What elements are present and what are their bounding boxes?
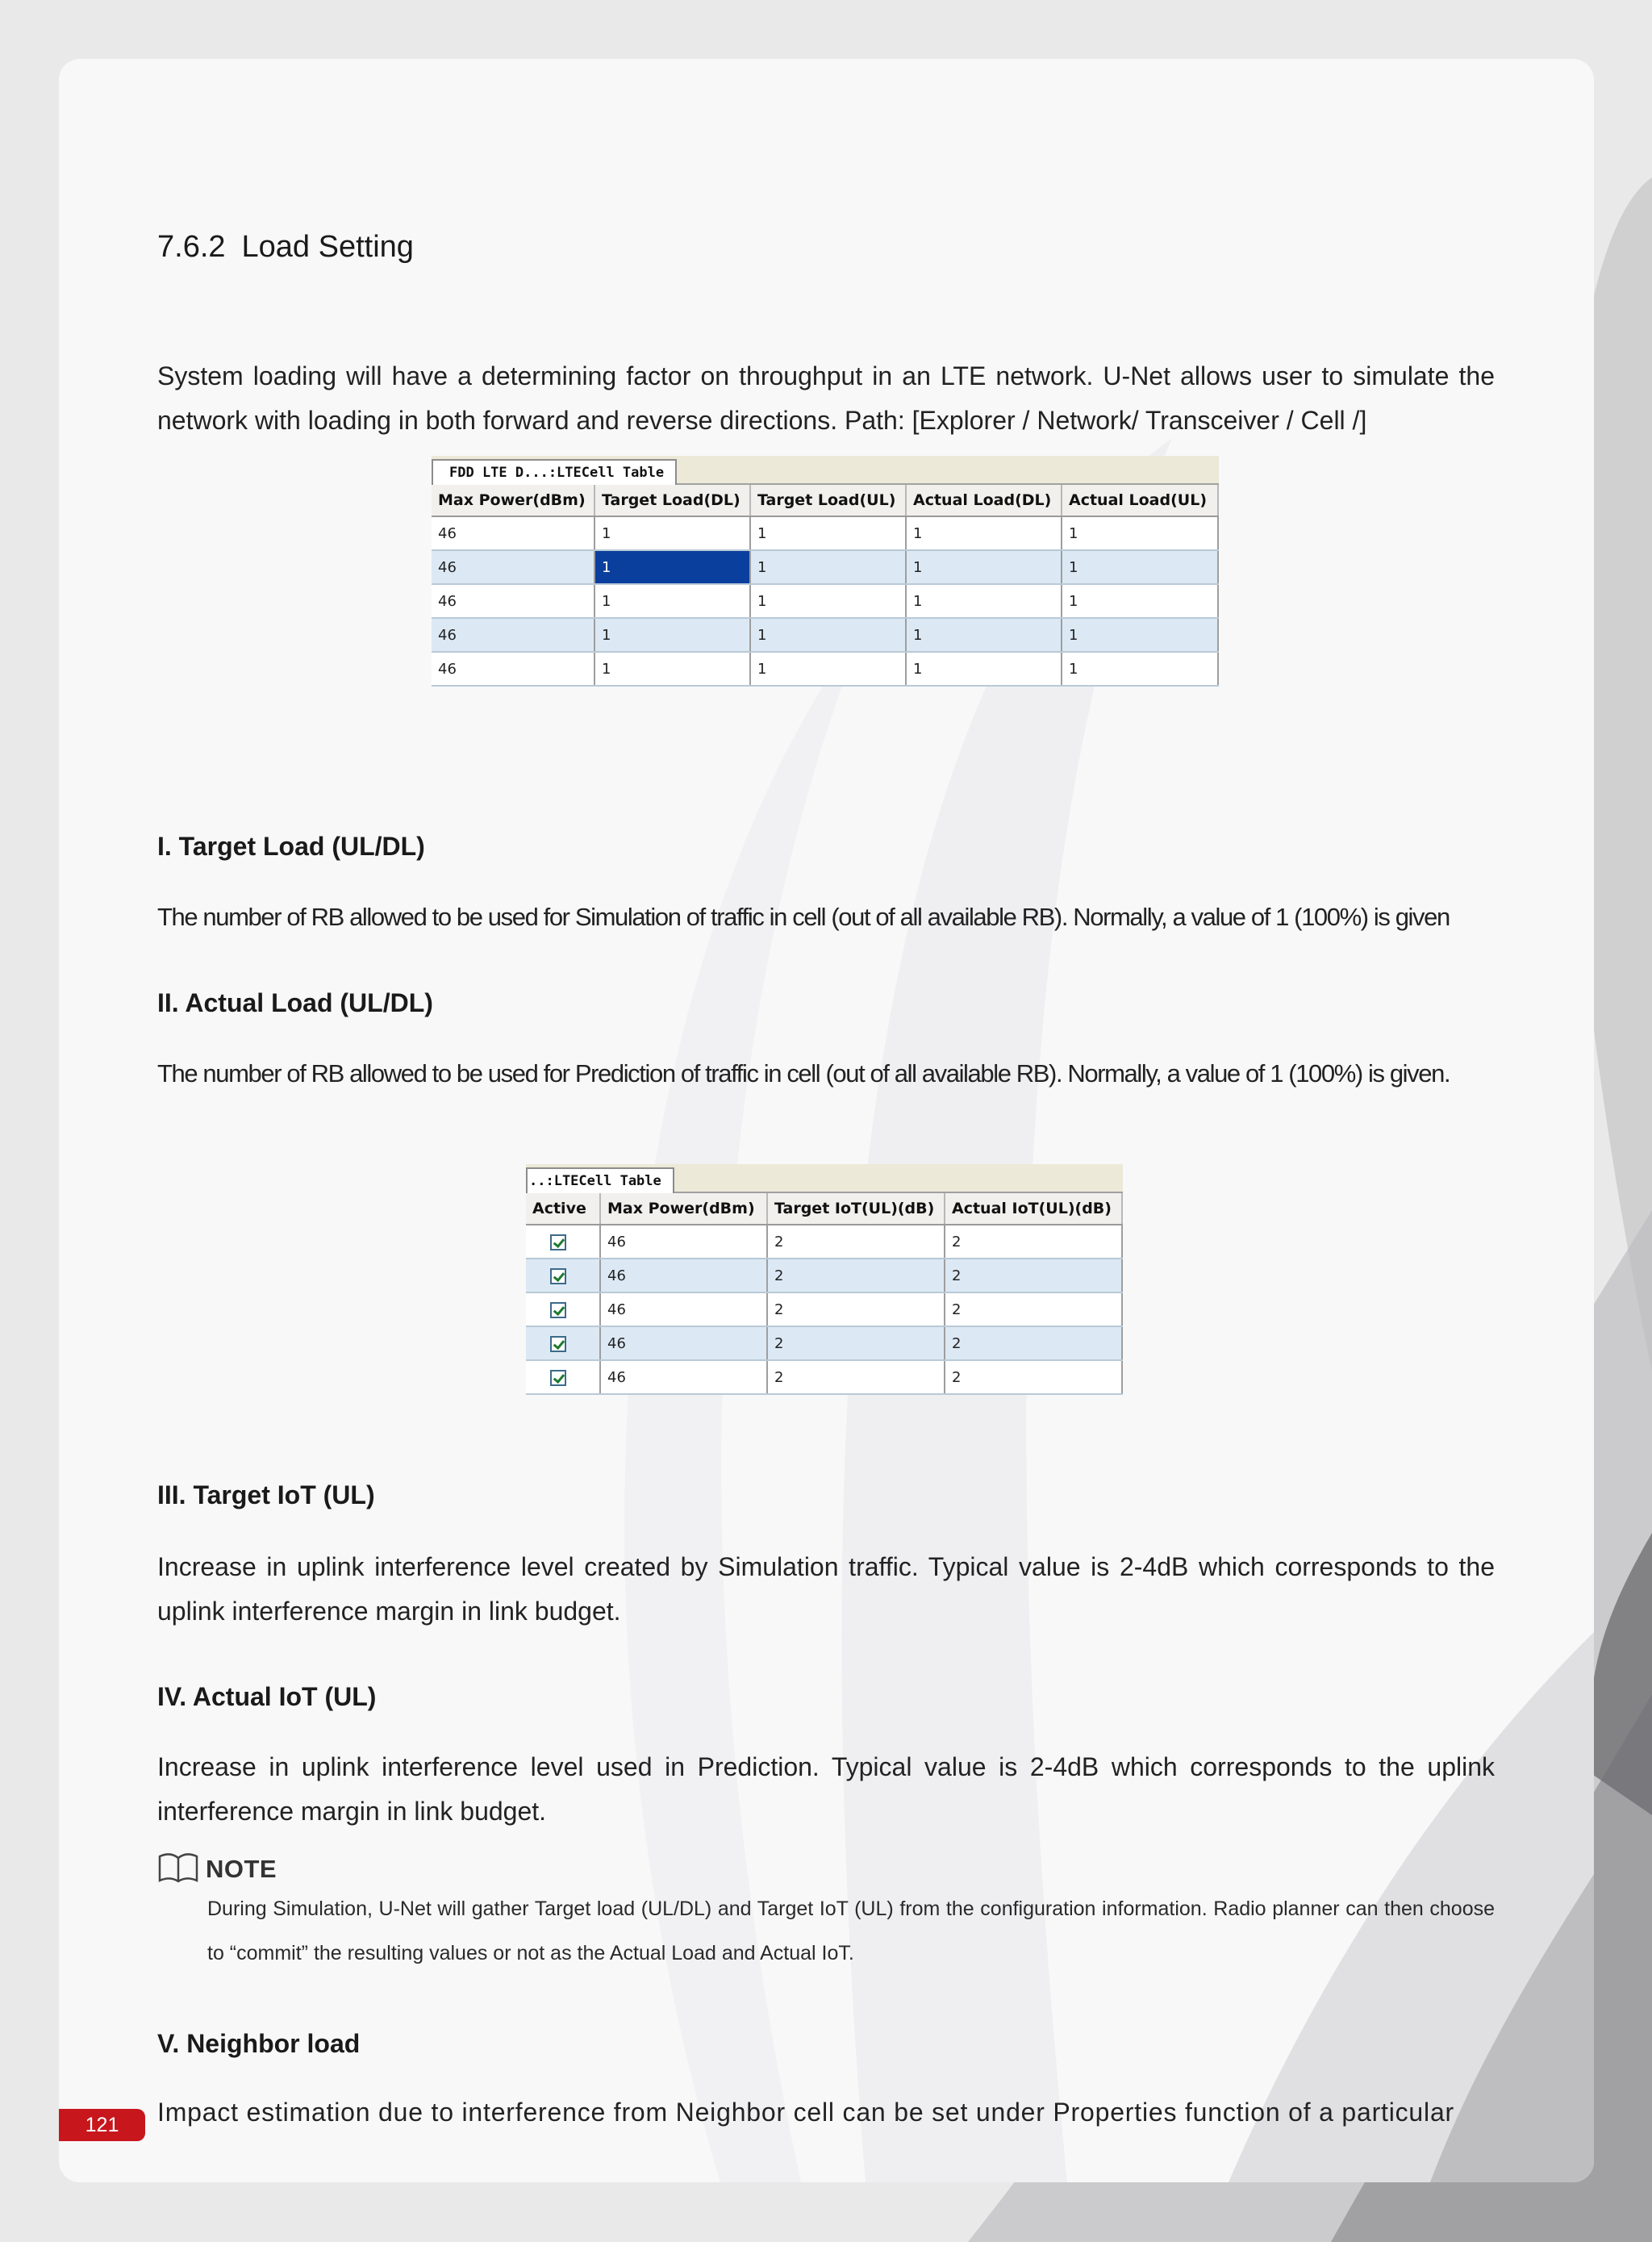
col-header[interactable]: Actual Load(DL): [906, 485, 1062, 516]
intro-paragraph: System loading will have a determining factor on throughput in an LTE network. U-Net allows user to simulate the network with loading in both forward and reverse directions. Path: [Explorer / Network/ Transceiver / Cell /]: [157, 361, 1495, 435]
table-cell[interactable]: 46: [432, 618, 594, 652]
table-cell[interactable]: 1: [594, 618, 750, 652]
actual-load-heading: II. Actual Load (UL/DL): [157, 988, 433, 1017]
page-number: 121: [59, 2109, 145, 2141]
ltecell-load-table: [432, 456, 1219, 687]
table-row[interactable]: [432, 652, 1218, 686]
tab-ltecell-table[interactable]: FDD LTE D...:LTECell Table: [432, 459, 677, 485]
target-iot-text: Increase in uplink interference level created by Simulation traffic. Typical value is 2-4dB which corresponds to the uplink interference margin in link budget.: [157, 1552, 1495, 1626]
table-cell[interactable]: 1: [750, 584, 906, 618]
actual-load-text: The number of RB allowed to be used for Prediction of traffic in cell (out of all available RB). Normally, a value of 1 (100%) is given.: [157, 1059, 1450, 1088]
col-header[interactable]: Target IoT(UL)(dB): [767, 1193, 945, 1225]
table-cell[interactable]: 1: [1062, 516, 1218, 550]
section-title: Load Setting: [241, 230, 414, 264]
table-cell[interactable]: 1: [750, 652, 906, 686]
target-load-heading: I. Target Load (UL/DL): [157, 832, 425, 861]
actual-iot-text: Increase in uplink interference level used in Prediction. Typical value is 2-4dB which corresponds to the uplink interference margin in link budget.: [157, 1752, 1495, 1826]
table-cell[interactable]: 1: [750, 550, 906, 584]
col-header[interactable]: Target Load(DL): [594, 485, 750, 516]
active-cell: [526, 1326, 600, 1360]
col-header[interactable]: Active: [526, 1193, 600, 1225]
iot-grid: [526, 1193, 1123, 1395]
table-cell[interactable]: 46: [600, 1326, 767, 1360]
table-row[interactable]: [526, 1292, 1122, 1326]
target-iot-heading: III. Target IoT (UL): [157, 1480, 375, 1509]
table-cell[interactable]: 1: [906, 550, 1062, 584]
table-cell[interactable]: 1: [906, 516, 1062, 550]
page-card: [59, 59, 1594, 2182]
tab-bar: [526, 1164, 1123, 1193]
active-cell: [526, 1259, 600, 1292]
col-header[interactable]: Max Power(dBm): [600, 1193, 767, 1225]
note-text: During Simulation, U-Net will gather Target load (UL/DL) and Target IoT (UL) from the configuration information. Radio planner can then choose to “commit” the resulting values or not as the Actual Load and Actual IoT.: [207, 1898, 1495, 1964]
table-cell[interactable]: 46: [600, 1259, 767, 1292]
table-row[interactable]: [432, 516, 1218, 550]
col-header[interactable]: Actual IoT(UL)(dB): [945, 1193, 1122, 1225]
table-cell[interactable]: 1: [594, 652, 750, 686]
table-cell[interactable]: 46: [432, 652, 594, 686]
tab-bar: [432, 456, 1219, 485]
note-label: NOTE: [206, 1855, 277, 1883]
table-cell[interactable]: 2: [767, 1292, 945, 1326]
table-cell[interactable]: 2: [767, 1259, 945, 1292]
ltecell-iot-table: [526, 1164, 1123, 1395]
table-cell[interactable]: 2: [767, 1360, 945, 1394]
book-icon: [157, 1852, 199, 1884]
section-number: 7.6.2: [157, 230, 226, 264]
table-cell[interactable]: 46: [432, 516, 594, 550]
load-grid: [432, 485, 1219, 687]
table-cell[interactable]: 1: [1062, 584, 1218, 618]
neighbor-load-text: Impact estimation due to interference from Neighbor cell can be set under Properties function of a particular: [157, 2098, 1454, 2127]
active-checkbox[interactable]: [550, 1336, 566, 1352]
table-cell[interactable]: 2: [767, 1326, 945, 1360]
section-heading: [157, 230, 414, 265]
table-cell[interactable]: 46: [600, 1360, 767, 1394]
table-cell[interactable]: 1: [906, 652, 1062, 686]
table-row[interactable]: [432, 584, 1218, 618]
neighbor-load-heading: V. Neighbor load: [157, 2029, 361, 2058]
actual-iot-heading: IV. Actual IoT (UL): [157, 1682, 377, 1711]
table-cell[interactable]: 2: [945, 1360, 1122, 1394]
table-row[interactable]: [432, 550, 1218, 584]
table-row[interactable]: [526, 1360, 1122, 1394]
table-cell[interactable]: 1: [1062, 618, 1218, 652]
active-cell: [526, 1225, 600, 1259]
table-cell[interactable]: 46: [600, 1225, 767, 1259]
active-checkbox[interactable]: [550, 1268, 566, 1284]
table-cell[interactable]: 1: [750, 618, 906, 652]
table-cell[interactable]: 2: [945, 1326, 1122, 1360]
tab-ltecell-table[interactable]: ..:LTECell Table: [526, 1167, 674, 1193]
table-cell[interactable]: 2: [945, 1292, 1122, 1326]
selected-cell[interactable]: 1: [594, 550, 750, 584]
table-cell[interactable]: 46: [600, 1292, 767, 1326]
table-row[interactable]: [432, 618, 1218, 652]
table-cell[interactable]: 1: [906, 618, 1062, 652]
table-row[interactable]: [526, 1225, 1122, 1259]
active-cell: [526, 1292, 600, 1326]
table-cell[interactable]: 2: [945, 1259, 1122, 1292]
target-load-text: The number of RB allowed to be used for Simulation of traffic in cell (out of all available RB). Normally, a value of 1 (100%) is given: [157, 903, 1450, 931]
table-cell[interactable]: 1: [1062, 652, 1218, 686]
table-cell[interactable]: 1: [594, 516, 750, 550]
table-cell[interactable]: 2: [767, 1225, 945, 1259]
active-checkbox[interactable]: [550, 1370, 566, 1386]
table-cell[interactable]: 1: [594, 584, 750, 618]
table-row[interactable]: [526, 1326, 1122, 1360]
active-checkbox[interactable]: [550, 1302, 566, 1318]
table-row[interactable]: [526, 1259, 1122, 1292]
col-header[interactable]: Max Power(dBm): [432, 485, 594, 516]
table-cell[interactable]: 46: [432, 584, 594, 618]
table-cell[interactable]: 2: [945, 1225, 1122, 1259]
col-header[interactable]: Target Load(UL): [750, 485, 906, 516]
active-cell: [526, 1360, 600, 1394]
table-cell[interactable]: 46: [432, 550, 594, 584]
note-header: [157, 1852, 277, 1884]
col-header[interactable]: Actual Load(UL): [1062, 485, 1218, 516]
table-cell[interactable]: 1: [906, 584, 1062, 618]
table-cell[interactable]: 1: [1062, 550, 1218, 584]
active-checkbox[interactable]: [550, 1234, 566, 1250]
table-cell[interactable]: 1: [750, 516, 906, 550]
